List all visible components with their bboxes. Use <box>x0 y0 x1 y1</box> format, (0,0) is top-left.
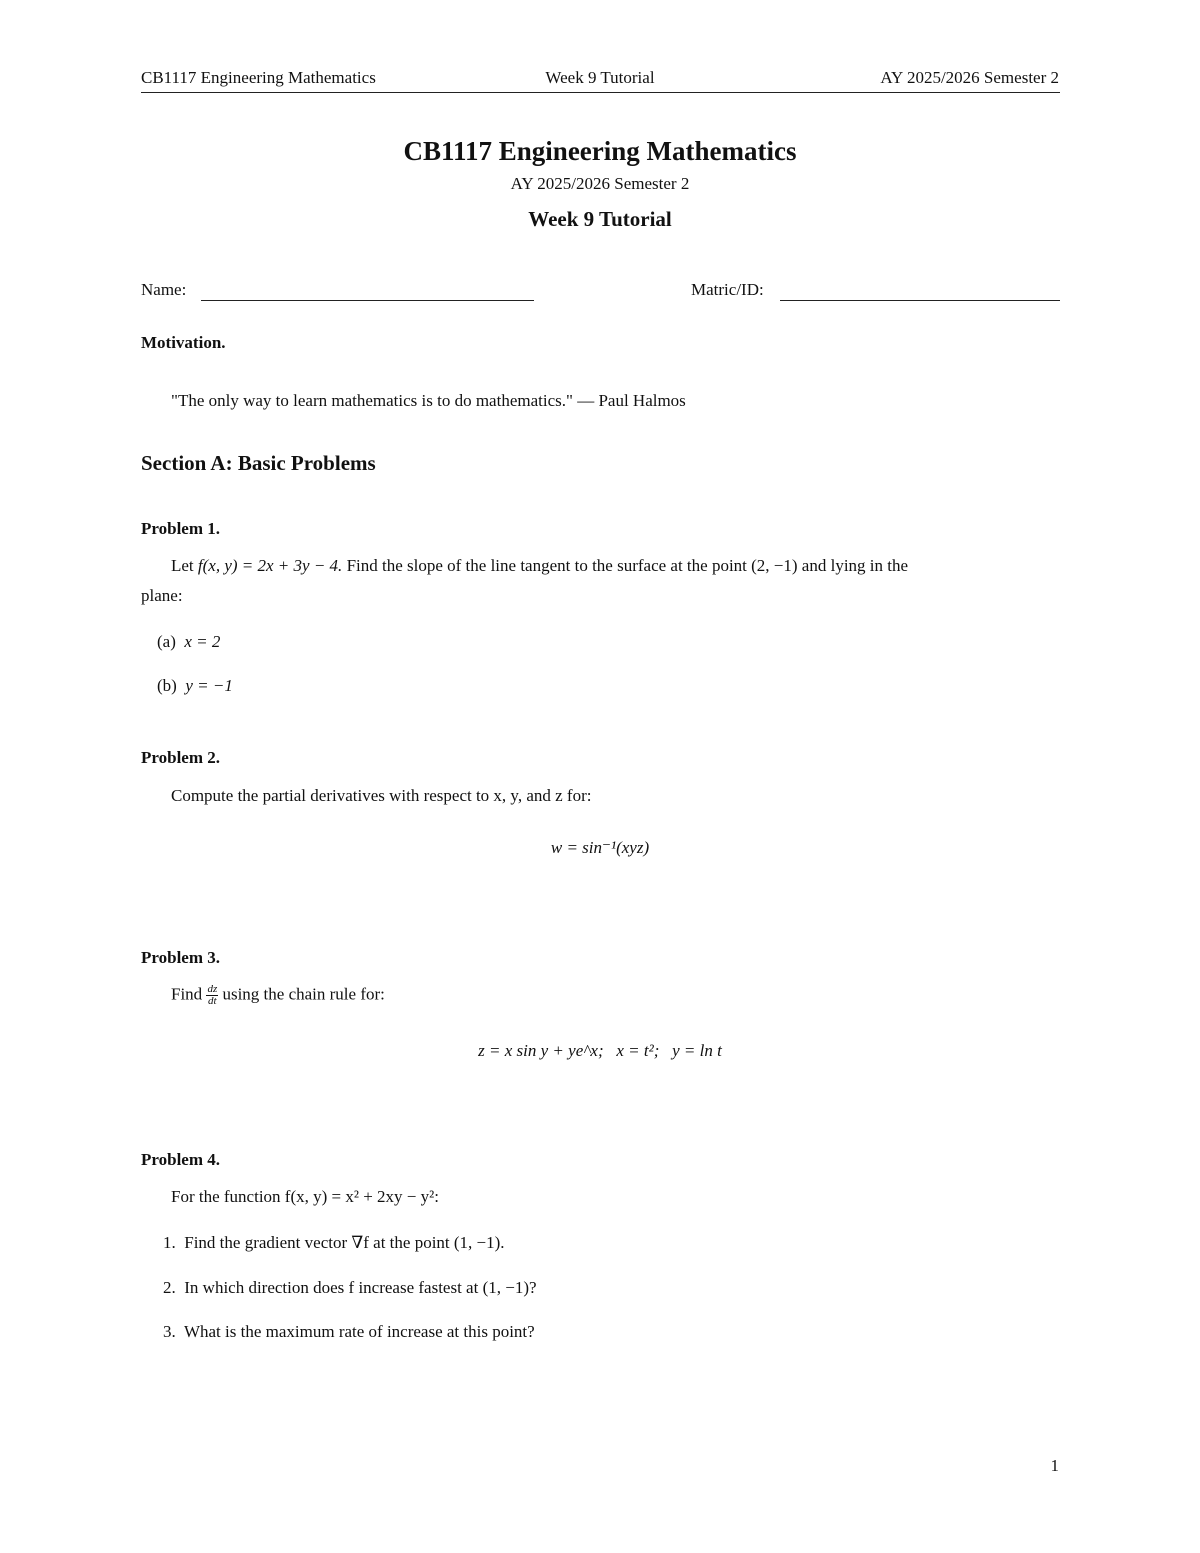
problem-4-item-2 <box>163 1278 537 1298</box>
item-text: What is the maximum rate of increase at this point? <box>183 1322 535 1341</box>
problem-2-heading: Problem 2. <box>141 748 221 767</box>
matric-field[interactable] <box>780 300 1060 301</box>
problem-4-heading: Problem 4. <box>141 1150 221 1169</box>
section-a-heading: Section A: Basic Problems <box>141 451 376 475</box>
problem-1-part-b <box>157 676 233 696</box>
document-subtitle: AY 2025/2026 Semester 2 <box>510 174 690 193</box>
problem-1-statement <box>171 556 1060 576</box>
problem-4-item-3 <box>163 1322 535 1342</box>
problem-4-item-1 <box>163 1233 505 1253</box>
motivation-heading: Motivation. <box>141 333 226 352</box>
problem-3-equation: z = x sin y + ye^x; x = t²; y = ln t <box>478 1041 722 1060</box>
dz-dt-fraction <box>206 984 218 1007</box>
problem-2-equation: w = sin⁻¹(xyz) <box>550 838 650 857</box>
item-text: Find the gradient vector ∇f at the point (1, −1). <box>184 1233 505 1252</box>
week-title: Week 9 Tutorial <box>528 207 672 231</box>
part-label: (a) <box>157 632 176 651</box>
problem-1-part-a <box>157 632 220 652</box>
problem-1-function: f(x, y) = 2x + 3y − 4. <box>197 556 343 575</box>
fraction-numerator: dz <box>207 983 218 995</box>
problem-1-text: Find the slope of the line tangent to the surface at the point (2, −1) and lying in the <box>346 556 909 575</box>
problem-1-text-continued: plane: <box>141 586 183 605</box>
running-header-term: AY 2025/2026 Semester 2 <box>880 68 1059 87</box>
matric-label: Matric/ID: <box>691 280 764 299</box>
problem-3-rest: using the chain rule for: <box>222 984 385 1004</box>
page-number: 1 <box>1050 1456 1059 1475</box>
item-number: 3. <box>163 1322 176 1341</box>
problem-4-text: For the function f(x, y) = x² + 2xy − y²: <box>171 1187 439 1206</box>
problem-1-let: Let <box>171 556 194 575</box>
item-text: In which direction does f increase fastest at (1, −1)? <box>184 1278 537 1297</box>
item-number: 1. <box>163 1233 176 1252</box>
part-expression: x = 2 <box>184 632 221 651</box>
name-label: Name: <box>141 280 187 299</box>
document-title: CB1117 Engineering Mathematics <box>403 136 797 166</box>
item-number: 2. <box>163 1278 176 1297</box>
fraction-denominator: dt <box>208 995 217 1007</box>
motivation-quote: "The only way to learn mathematics is to do mathematics." — Paul Halmos <box>171 391 686 410</box>
running-header-week: Week 9 Tutorial <box>545 68 655 87</box>
part-label: (b) <box>157 676 177 695</box>
problem-1-heading: Problem 1. <box>141 519 221 538</box>
problem-3-find: Find <box>171 984 203 1004</box>
problem-2-text: Compute the partial derivatives with respect to x, y, and z for: <box>171 786 592 805</box>
problem-3-heading: Problem 3. <box>141 948 221 967</box>
problem-3-text <box>171 984 385 1007</box>
part-expression: y = −1 <box>185 676 233 695</box>
name-field[interactable] <box>201 300 534 301</box>
header-rule <box>141 92 1060 93</box>
running-header-course: CB1117 Engineering Mathematics <box>141 68 376 87</box>
